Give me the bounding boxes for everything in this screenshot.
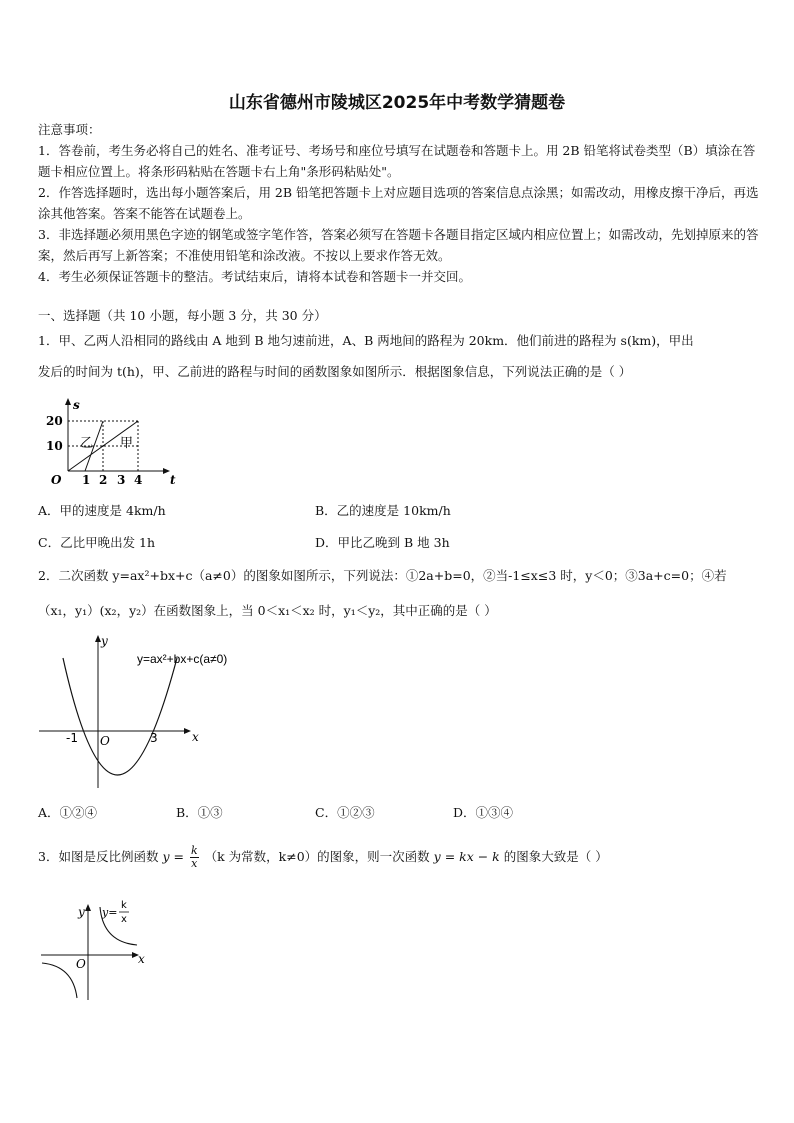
q3-x-label: x <box>138 952 145 966</box>
q2-line1: 2．二次函数 y=ax²+bx+c（a≠0）的图象如图所示，下列说法：①2a+b=0，②当-1≤x≤3 时，y＜0；③3a+c=0；④若 <box>38 568 727 583</box>
q1-y-tick-20: 20 <box>46 414 63 428</box>
q2-origin-label: O <box>100 734 110 748</box>
section-heading: 一、选择题（共 10 小题，每小题 3 分，共 30 分） <box>38 308 327 323</box>
q2-option-a: A．①②④ <box>38 805 98 820</box>
q1-origin-label: O <box>51 473 62 487</box>
q2-y-label: y <box>101 634 108 648</box>
q3-graph <box>36 895 161 1005</box>
q1-x-tick-2: 2 <box>99 473 108 487</box>
notice-heading: 注意事项： <box>38 122 101 137</box>
q3-curve-den: x <box>121 914 127 925</box>
q2-tick-right: 3 <box>150 731 158 745</box>
q3-suffix: 的图象大致是（ ） <box>503 849 608 864</box>
q1-label-jia: 甲 <box>120 436 134 451</box>
q3-fraction <box>190 845 199 870</box>
q3-frac-num: k <box>190 844 198 857</box>
q1-option-c: C．乙比甲晚出发 1h <box>38 535 156 550</box>
q2-option-d: D．①③④ <box>453 805 514 820</box>
q3-origin-label: O <box>76 957 86 971</box>
q2-tick-left: -1 <box>66 731 78 745</box>
q1-option-b: B．乙的速度是 10km/h <box>315 503 451 518</box>
q2-option-c: C．①②③ <box>315 805 375 820</box>
q3-curve-num: k <box>121 900 127 911</box>
notice-item-1: 1．答卷前，考生务必将自己的姓名、准考证号、考场号和座位号填写在试题卷和答题卡上。用 2B 铅笔将试卷类型（B）填涂在答题卡相应位置上。将条形码粘贴在答题卡右上角"条形码粘贴处"。 <box>38 143 756 179</box>
q3-prefix: 3．如图是反比例函数 <box>38 849 159 864</box>
q1-x-label: t <box>170 473 176 487</box>
notice-item-2: 2．作答选择题时，选出每小题答案后，用 2B 铅笔把答题卡上对应题目选项的答案信息点涂黑；如需改动，用橡皮擦干净后，再选涂其他答案。答案不能答在试题卷上。 <box>38 185 759 221</box>
q3-linear: y = kx − k <box>433 849 500 864</box>
q1-y-tick-10: 10 <box>46 439 63 453</box>
q1-y-label: s <box>73 398 80 412</box>
page-title: 山东省德州市陵城区2025年中考数学猜题卷 <box>228 93 566 113</box>
q1-option-d: D．甲比乙晚到 B 地 3h <box>315 535 450 550</box>
q1-x-tick-4: 4 <box>134 473 143 487</box>
q3-middle: （k 为常数，k≠0）的图象，则一次函数 <box>204 849 430 864</box>
q2-line2: （x₁，y₁）(x₂，y₂）在函数图象上，当 0＜x₁＜x₂ 时，y₁＜y₂，其中正确的是（ ） <box>38 603 497 618</box>
notice-item-3: 3．非选择题必须用黑色字迹的钢笔或签字笔作答，答案必须写在答题卡各题目指定区域内相应位置上；如需改动，先划掉原来的答案，然后再写上新答案；不准使用铅笔和涂改液。不按以上要求作答无效。 <box>38 227 759 263</box>
q2-x-label: x <box>192 730 199 744</box>
q1-line2: 发后的时间为 t(h)，甲、乙前进的路程与时间的函数图象如图所示．根据图象信息，下列说法正确的是（ ） <box>38 364 632 379</box>
q3-frac-den: x <box>191 857 198 870</box>
q1-x-tick-1: 1 <box>82 473 91 487</box>
notice-item-4: 4．考生必须保证答题卡的整洁。考试结束后，请将本试卷和答题卡一并交回。 <box>38 269 471 284</box>
q2-curve-label: y=ax²+bx+c(a≠0) <box>137 652 228 666</box>
q1-x-tick-3: 3 <box>117 473 126 487</box>
q3-frac-lhs: y = <box>162 849 184 864</box>
q1-label-yi: 乙 <box>80 436 94 451</box>
q3-curve-lhs: y= <box>102 906 118 919</box>
q1-option-a: A．甲的速度是 4km/h <box>38 503 166 518</box>
q3-stem <box>38 845 608 870</box>
q3-y-label: y <box>78 905 85 919</box>
q2-graph <box>36 628 256 793</box>
q1-graph <box>30 393 180 489</box>
q2-option-b: B．①③ <box>176 805 223 820</box>
q1-line1: 1．甲、乙两人沿相同的路线由 A 地到 B 地匀速前进，A、B 两地间的路程为 20km．他们前进的路程为 s(km)，甲出 <box>38 333 694 348</box>
